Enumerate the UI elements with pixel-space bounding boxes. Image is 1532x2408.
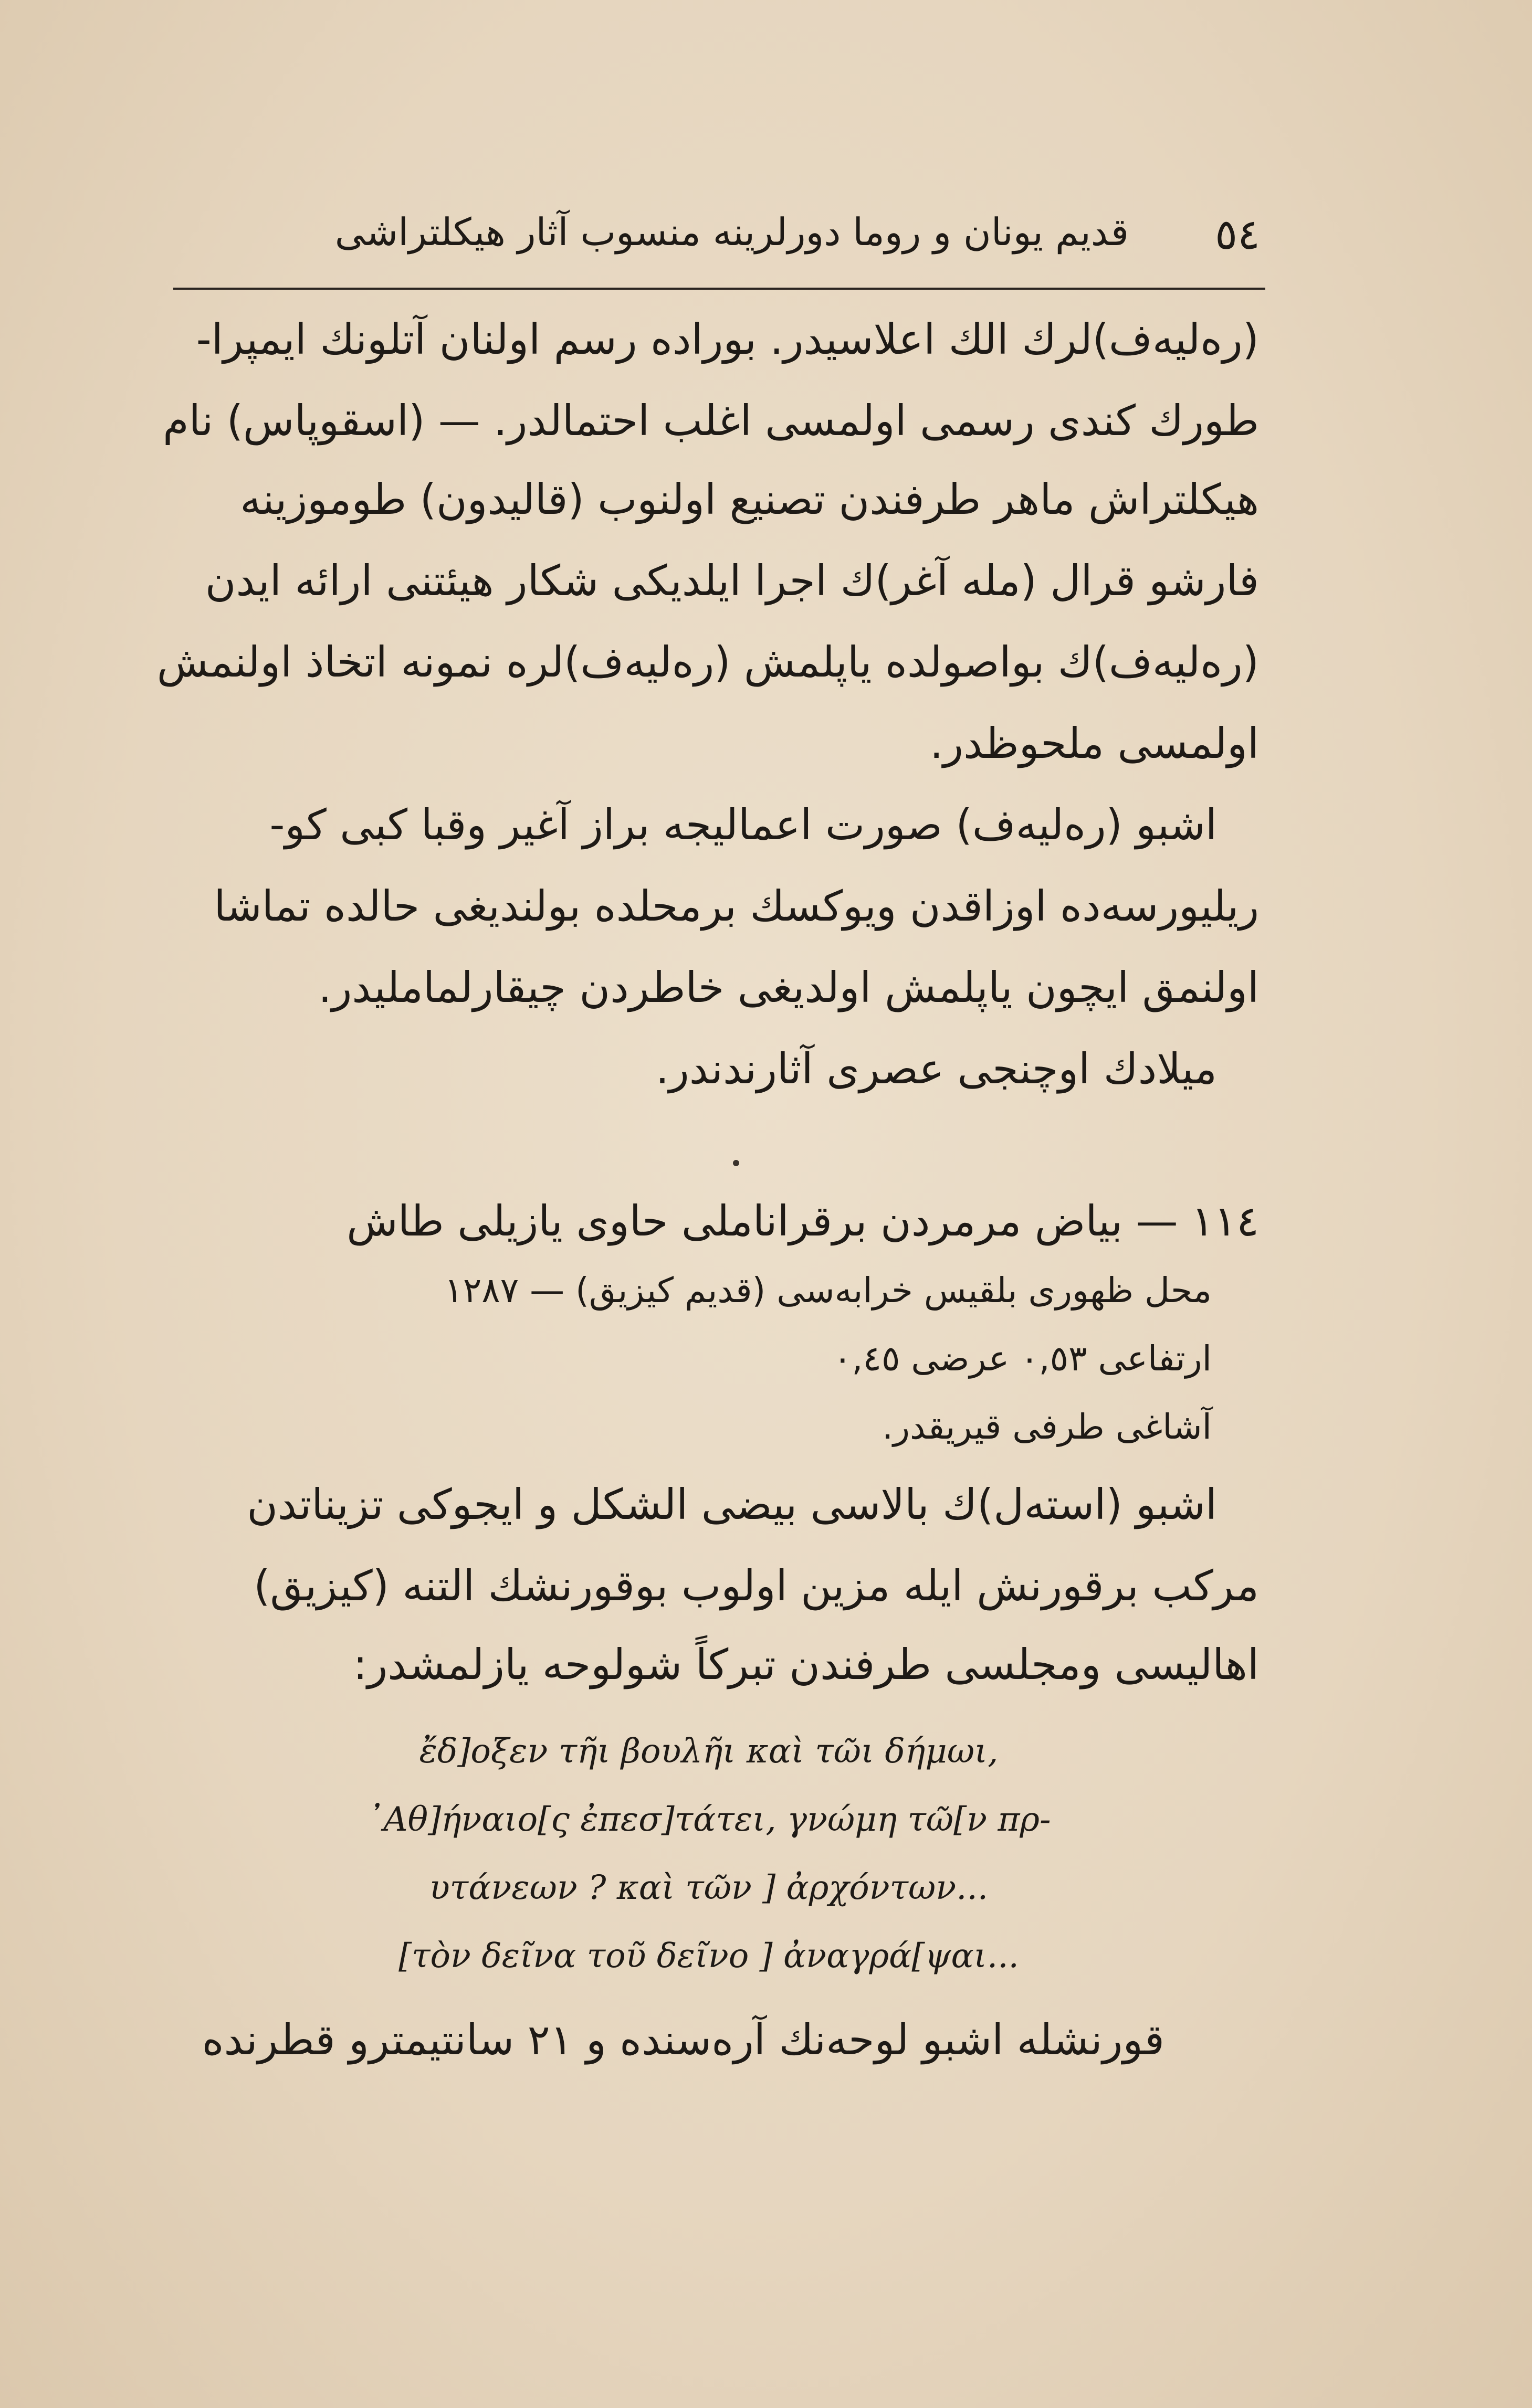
text-line: (رەليەف)لرك الك اعلاسيدر. بوراده رسم اولنان آتلونك ايمپرا-	[196, 315, 1259, 364]
text-line: (رەليەف)ك بواصولده ياپلمش (رەليەف)لره نمونه اتخاذ اولنمش	[156, 638, 1259, 687]
text-line: اولنمق ايچون ياپلمش اولديغى خاطردن چيقارلماملیدر.	[318, 963, 1259, 1012]
page-header	[336, 205, 1260, 268]
text-line: قورنشله اشبو لوحه‌نك آره‌سنده و ٢١ سانتيمترو قطرنده	[202, 2015, 1164, 2064]
text-line: ميلادك اوچنجى عصرى آثارندندر.	[655, 1044, 1217, 1093]
text-line: هيكلتراش ماهر طرفندن تصنيع اولنوب (قاليدون) طوموزينه	[240, 475, 1259, 524]
entry-note: آشاغى طرفى قيريقدر.	[882, 1407, 1212, 1447]
entry-heading: ١١٤ — بياض مرمردن برقراناملى حاوى يازيلى طاش	[347, 1197, 1259, 1245]
text-line: اولمسى ملحوظدر.	[930, 719, 1259, 768]
text-line: اشبو (رەليەف) صورت اعماليجه براز آغير وقبا كبى كو-	[269, 800, 1217, 849]
text-line: طورك كندى رسمى اولمسى اغلب احتمالدر. — (اسقوپاس) نام	[163, 396, 1259, 445]
text-line: اهاليسى ومجلسى طرفندن تبركاً شولوحه يازلمشدر:	[353, 1640, 1259, 1689]
greek-inscription-line: [τὸν δεῖνα τοῦ δεῖνο ] ἀναγρά[ψαι...	[398, 1937, 1019, 1976]
greek-inscription-line: ᾽Αθ]ήναιο[ς ἐπεσ]τάτει, γνώμη τῶ[ν πρ-	[366, 1800, 1051, 1839]
text-line: ريليورسەده اوزاقدن ويوكسك برمحلده بولنديغى حالده تماشا	[214, 882, 1259, 931]
text-line: مركب برقورنش ايله مزين اولوب بوقورنشك التنه (كيزيق)	[254, 1561, 1259, 1610]
header-rule	[173, 288, 1265, 290]
running-title: قديم يونان و روما دورلرينه منسوب آثار هيكلتراشى	[334, 210, 1129, 254]
separator-dot	[733, 1160, 739, 1166]
text-line: اشبو (استەل)ك بالاسى بيضى الشكل و ايجوكى تزيناتدن	[247, 1480, 1217, 1529]
entry-dimensions: ارتفاعى ٠,٥٣ عرضى ٠,٤٥	[833, 1338, 1212, 1379]
text-line: فارشو قرال (مله آغر)ك اجرا ايلديكى شكار هيئتنى ارائه ايدن	[205, 556, 1259, 605]
greek-inscription-line: υτάνεων ? καὶ τῶν ] ἀρχόντων...	[429, 1868, 989, 1907]
entry-provenance: محل ظهورى بلقيس خرابه‌سى (قديم كيزيق) — ١٢٨٧	[444, 1270, 1212, 1311]
page-number: ٥٤	[1215, 210, 1260, 259]
greek-inscription-line: ἔδ]οξεν τῆι βουλῆι καὶ τῶι δήμωι,	[419, 1732, 999, 1771]
